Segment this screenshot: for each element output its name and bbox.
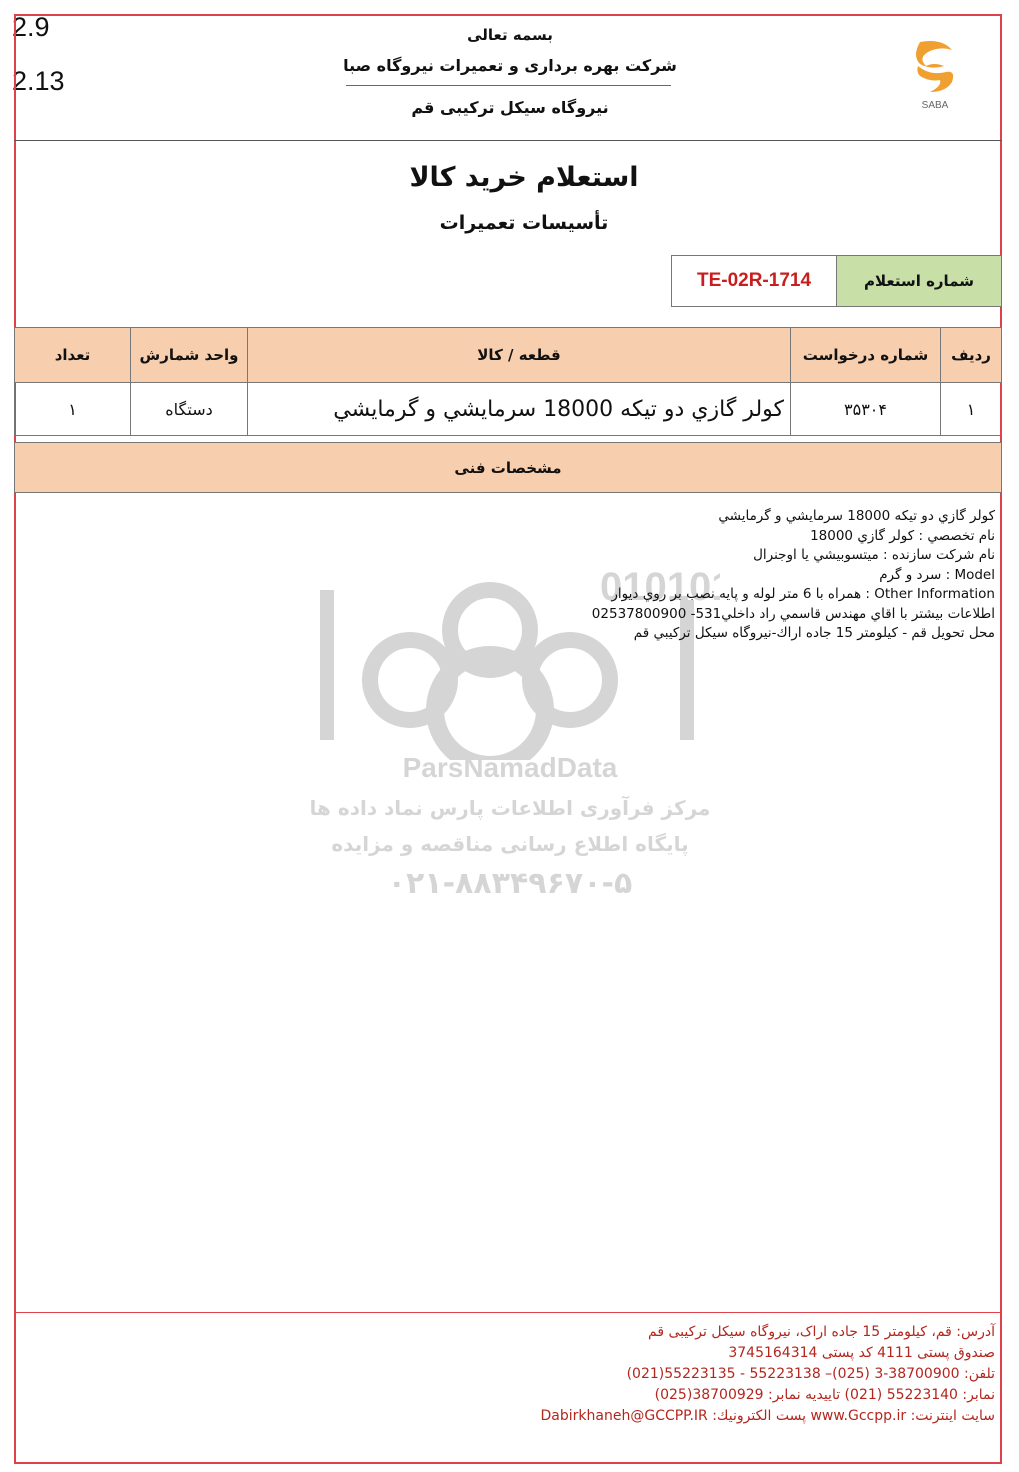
col-quantity: تعداد [15, 328, 131, 383]
spec-line: كولر گازي دو تيكه 18000 سرمايشي و گرمايشي [718, 508, 995, 524]
spec-line: محل تحويل قم - كيلومتر 15 جاده اراك-نيروگاه سيكل تركيبي قم [633, 625, 995, 641]
col-unit: واحد شمارش [131, 328, 248, 383]
col-item: قطعه / کالا [248, 328, 791, 383]
specs-heading: مشخصات فنی [14, 442, 1002, 493]
cell-unit: دستگاه [131, 383, 248, 436]
company-name: شرکت بهره برداری و تعمیرات نیروگاه صبا [343, 56, 677, 75]
watermark-brand: ParsNamadData [402, 752, 618, 783]
inquiry-number-label: شماره استعلام [836, 255, 1002, 307]
page-title: استعلام خرید کالا [409, 162, 639, 193]
watermark-digits: 01010 [600, 565, 712, 609]
spec-line: نام شركت سازنده : ميتسوبيشي يا اوجنرال [753, 547, 995, 563]
header-divider [346, 85, 671, 86]
cell-row-number: ۱ [941, 383, 1002, 436]
saba-logo-icon [890, 36, 980, 116]
footer-divider [14, 1312, 1002, 1313]
letterhead [14, 14, 1002, 141]
cell-quantity: ۱ [15, 383, 131, 436]
footer-contact [295, 1322, 995, 1427]
page-subtitle: تأسیسات تعمیرات [439, 212, 609, 234]
cell-request-number: ۳۵۳۰۴ [791, 383, 941, 436]
spec-line: اطلاعات بيشتر با اقاي مهندس قاسمي راد داخلي531- 02537800900 [591, 605, 995, 622]
cell-item-name: كولر گازي دو تيكه 18000 سرمايشي و گرمايشي [248, 383, 791, 436]
inquiry-number-value: TE-02R-1714 [671, 255, 837, 307]
corner-number-1: 2.9 [12, 12, 50, 42]
items-table-header [15, 328, 1002, 383]
spec-line: نام تخصصي : كولر گازي 18000 [810, 527, 995, 544]
footer-postal: صندوق پستی 4111 کد پستی 3745164314 [728, 1345, 995, 1361]
table-row [15, 383, 1002, 436]
watermark-phone: ۰۲۱-۸۸۳۴۹۶۷۰-۵ [387, 866, 633, 901]
items-table [14, 327, 1002, 436]
specs-list [295, 507, 995, 644]
footer-address: آدرس: قم، کیلومتر 15 جاده اراک، نیروگاه سیکل ترکیبی قم [648, 1324, 995, 1340]
header-line-1: بسمه تعالی [467, 26, 553, 44]
logo-text: SABA [921, 100, 949, 111]
footer-phone: تلفن: 38700900-3 (025)– 55223138 - 55223135(021) [626, 1366, 995, 1382]
watermark-line-1: مرکز فرآوری اطلاعات پارس نماد داده ها [309, 796, 711, 820]
footer-fax: نمابر: 55223140 (021) تاییدیه نمابر: 38700929(025) [654, 1387, 995, 1403]
footer-web-email: سایت اینترنت: www.Gccpp.ir پست الکترونیك: Dabirkhaneh@GCCPP.IR [540, 1408, 995, 1424]
spec-line: Model : سرد و گرم [879, 566, 995, 583]
plant-name: نیروگاه سیکل ترکیبی قم [411, 98, 609, 117]
col-request-number: شماره درخواست [791, 328, 941, 383]
spec-line: Other Information : همراه با 6 متر لوله و پايه نصب بر روي ديوار [611, 586, 995, 602]
corner-number-2: 2.13 [12, 66, 65, 96]
col-row-number: ردیف [941, 328, 1002, 383]
watermark-line-2: پایگاه اطلاع رسانی مناقصه و مزایده [331, 832, 689, 856]
